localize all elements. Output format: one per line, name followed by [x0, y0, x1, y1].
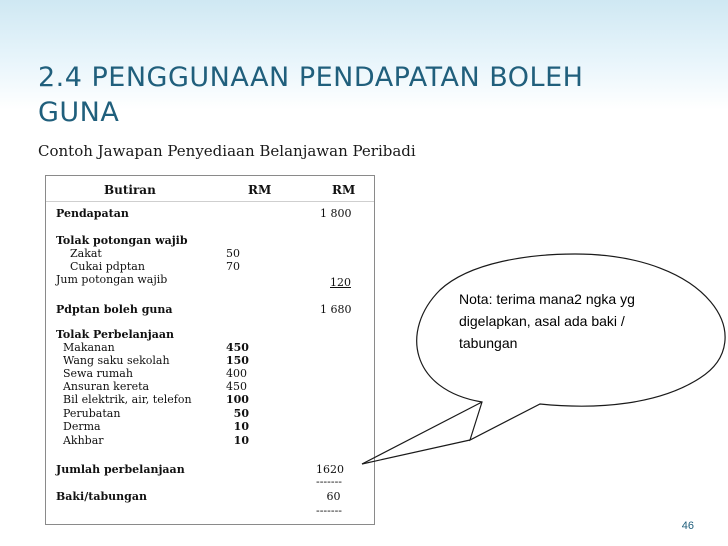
callout-pointer-line-2 — [362, 440, 470, 464]
row-value-zakat: 50 — [226, 247, 240, 260]
row-value-pdptan-boleh-guna: 1 680 — [320, 303, 352, 316]
row-value-akhbar: 10 — [226, 434, 249, 447]
row-value-ansuran: 450 — [226, 380, 247, 393]
row-value-bil: 100 — [226, 393, 249, 406]
row-value-baki: 60 — [316, 490, 341, 503]
row-label-sewa-rumah: Sewa rumah — [56, 367, 133, 380]
row-label-baki: Baki/tabungan — [56, 490, 147, 503]
row-value-wang-saku: 150 — [226, 354, 249, 367]
table-header-rm-2: RM — [332, 183, 356, 197]
row-label-akhbar: Akhbar — [56, 434, 104, 447]
row-label-cukai: Cukai pdptan — [56, 260, 145, 273]
callout-pointer-line — [362, 402, 482, 464]
row-value-derma: 10 — [226, 420, 249, 433]
row-value-sewa-rumah: 400 — [226, 367, 247, 380]
row-label-zakat: Zakat — [56, 247, 102, 260]
row-label-pdptan-boleh-guna: Pdptan boleh guna — [56, 303, 173, 316]
table-header-rm-1: RM — [248, 183, 272, 197]
note-text: Nota: terima mana2 ngka yg digelapkan, asal ada baki / tabungan — [459, 291, 635, 351]
row-value-jumlah-perbelanjaan: 1620 — [316, 463, 344, 476]
row-label-derma: Derma — [56, 420, 101, 433]
row-label-makanan: Makanan — [56, 341, 115, 354]
page-title: 2.4 PENGGUNAAN PENDAPATAN BOLEH GUNA — [38, 62, 584, 128]
row-value-jum-potongan: 120 — [330, 276, 351, 289]
row-dashes-1: ------- — [316, 475, 343, 488]
row-dashes-2: ------- — [316, 504, 343, 517]
page-number: 46 — [681, 520, 694, 532]
row-label-pendapatan: Pendapatan — [56, 207, 129, 220]
row-label-bil: Bil elektrik, air, telefon — [56, 393, 192, 406]
row-label-tolak-potongan: Tolak potongan wajib — [56, 234, 188, 247]
row-label-perubatan: Perubatan — [56, 407, 121, 420]
row-label-ansuran: Ansuran kereta — [56, 380, 150, 393]
row-label-jumlah-perbelanjaan: Jumlah perbelanjaan — [56, 463, 185, 476]
page-subtitle: Contoh Jawapan Penyediaan Belanjawan Peribadi — [38, 142, 416, 160]
row-value-makanan: 450 — [226, 341, 249, 354]
row-value-pendapatan: 1 800 — [320, 207, 352, 220]
row-label-wang-saku: Wang saku sekolah — [56, 354, 170, 367]
table-header-butiran: Butiran — [104, 183, 156, 197]
row-value-perubatan: 50 — [226, 407, 249, 420]
row-value-cukai: 70 — [226, 260, 240, 273]
row-label-tolak-perbelanjaan: Tolak Perbelanjaan — [56, 328, 175, 341]
row-label-jum-potongan: Jum potongan wajib — [56, 273, 168, 286]
